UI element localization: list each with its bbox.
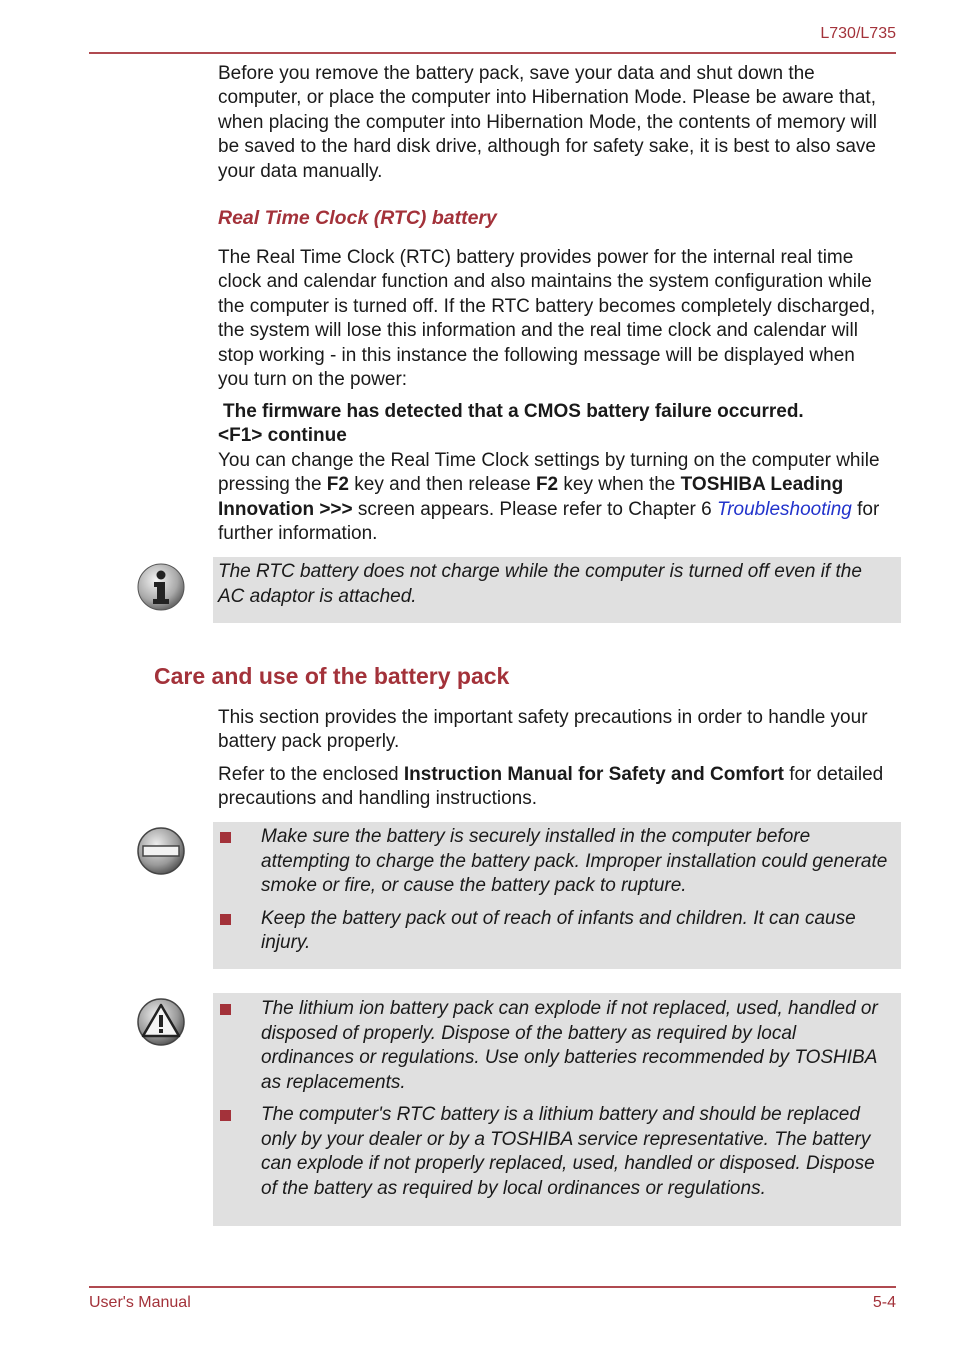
toshiba-screen-name: TOSHIBA Leading Innovation >>>: [218, 474, 844, 520]
safety-manual-title: Instruction Manual for Safety and Comfort: [403, 764, 784, 785]
change-text-2: key and then release: [348, 474, 536, 496]
list-item: [213, 907, 901, 956]
change-text-4: screen appears. Please refer to Chapter 6: [352, 498, 717, 520]
footer-rule: [89, 1286, 896, 1288]
key-f2-a: F2: [326, 474, 349, 496]
warning-note-text: The lithium ion battery pack can explode if not replaced, used, handled or disposed of properly. Dispose of the battery as required by local ordinances or regulations. Use only batteries recommended by TOSHIBA as replacements.: [261, 998, 878, 1093]
bullet-square-icon: [220, 914, 231, 925]
info-note-box: [213, 557, 901, 623]
footer-manual-title: User's Manual: [89, 1294, 191, 1311]
change-text-1: You can change the Real Time Clock settings by turning on the computer while pressing the: [218, 450, 880, 496]
list-item: [213, 1103, 901, 1201]
bullet-square-icon: [220, 1004, 231, 1015]
prohibit-note-text: Make sure the battery is securely installed in the computer before attempting to charge the battery pack. Improper installation could generate smoke or fire, or cause the battery pack to rupture.: [261, 826, 888, 896]
care-heading: Care and use of the battery pack: [154, 663, 510, 689]
key-f2-b: F2: [535, 474, 559, 496]
firmware-message-line2: <F1> continue: [218, 425, 347, 447]
care-paragraph-1: This section provides the important safety precautions in order to handle your battery pack properly.: [218, 707, 868, 753]
prohibit-note-list: [213, 822, 901, 956]
change-text-3: key when the: [558, 474, 681, 496]
info-icon: [136, 562, 186, 612]
rtc-heading: Real Time Clock (RTC) battery: [218, 207, 497, 229]
prohibit-note-box: [213, 822, 901, 969]
rtc-change-instructions: [218, 449, 888, 547]
rtc-description: The Real Time Clock (RTC) battery provides power for the internal real time clock and calendar function and also maintains the system configuration while the computer is turned off. If the RTC battery becomes completely discharged, the system will lose this information and the real time clock and calendar will stop working - in this instance the following message will be displayed when you turn on the power:: [218, 247, 876, 391]
intro-paragraph: Before you remove the battery pack, save your data and shut down the computer, or place the computer into Hibernation Mode. Please be aware that, when placing the computer into Hibernation Mode, the contents of memory will be saved to the hard disk drive, although for safety sake, it is best to also save your data manually.: [218, 63, 878, 182]
warning-icon: [136, 997, 186, 1047]
info-note-text: The RTC battery does not charge while the computer is turned off even if the AC adaptor is attached.: [218, 561, 862, 607]
bullet-square-icon: [220, 832, 231, 843]
prohibit-note-text: Keep the battery pack out of reach of infants and children. It can cause injury.: [261, 907, 856, 953]
warning-note-box: [213, 993, 901, 1226]
header-model: L730/L735: [820, 25, 896, 42]
header-rule: [89, 52, 896, 54]
troubleshooting-link[interactable]: Troubleshooting: [717, 498, 852, 520]
care-paragraph-2-start: Refer to the enclosed: [218, 764, 404, 785]
firmware-message: [218, 400, 888, 449]
list-item: [213, 825, 901, 899]
care-paragraph-2-end: for detailed precautions and handling instructions.: [218, 764, 884, 810]
list-item: [213, 997, 901, 1095]
care-paragraph-2: [218, 763, 888, 812]
bullet-square-icon: [220, 1110, 231, 1121]
warning-note-text: The computer's RTC battery is a lithium battery and should be replaced only by your dealer or by a TOSHIBA service representative. The battery can explode if not properly replaced, used, handled or disposed. Dispose of the battery as required by local ordinances or regulations.: [261, 1104, 875, 1199]
footer-page-number: 5-4: [872, 1294, 896, 1311]
firmware-message-line1: The firmware has detected that a CMOS battery failure occurred.: [223, 401, 804, 422]
warning-note-list: [213, 993, 901, 1201]
prohibit-icon: [136, 826, 186, 876]
change-text-5: for further information.: [218, 498, 880, 545]
